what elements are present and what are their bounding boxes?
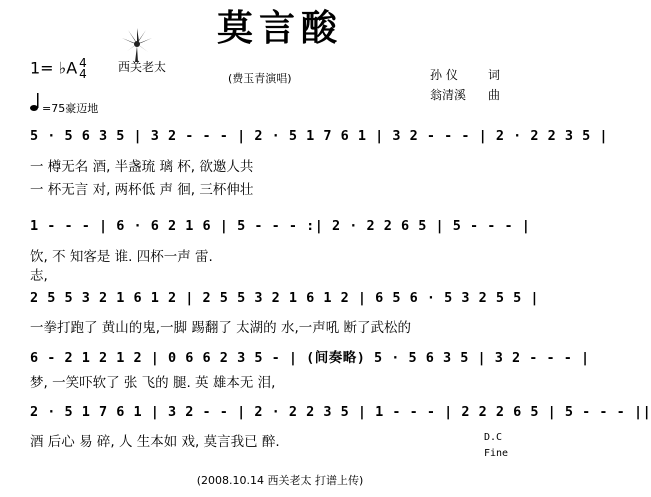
quarter-note-icon <box>30 92 40 112</box>
lyricist-role: 词 <box>488 68 501 82</box>
tempo-marking: =75豪迈地 <box>42 102 99 115</box>
notation-row-1: 5 · 5 6 3 5 | 3 2 - - - | 2 · 5 1 7 6 1 | 3 2 - - - | 2 · 2 2 3 5 | <box>30 128 609 144</box>
composer-name: 翁清溪 <box>430 88 467 102</box>
flower-logo <box>118 26 156 62</box>
lyric-line: 饮, 不 知客是 谁. 四杯一声 雷. <box>30 249 213 265</box>
notation-row-2: 1 - - - | 6 · 6 2 1 6 | 5 - - - :| 2 · 2 2 6 5 | 5 - - - | <box>30 218 531 234</box>
lyric-line: 一拳打跑了 黄山的鬼,一脚 踢翻了 太湖的 水,一声吼 断了武松的 <box>30 320 412 336</box>
notation-row-4: 6 - 2 1 2 1 2 | 0 6 6 2 3 5 - | (间奏略) 5 · 5 6 3 5 | 3 2 - - - | <box>30 350 590 366</box>
composer-role: 曲 <box>488 88 501 102</box>
brand-label: 西关老太 <box>118 60 167 74</box>
notation-row-3: 2 5 5 3 2 1 6 1 2 | 2 5 5 3 2 1 6 1 2 | 6 5 6 · 5 3 2 5 5 | <box>30 290 540 306</box>
lyric-line: 一 樽无名 酒, 半盏琉 璃 杯, 欲邀人共 <box>30 159 254 175</box>
dc-marking: D.C <box>484 432 503 443</box>
lyricist-name: 孙 仪 <box>430 68 458 82</box>
notation-row-5: 2 · 5 1 7 6 1 | 3 2 - - | 2 · 2 2 3 5 | 1 - - - | 2 2 2 6 5 | 5 - - - || <box>30 404 651 420</box>
lyric-line: 梦, 一笑吓软了 张 飞的 腿. 英 雄本无 泪, <box>30 375 276 391</box>
song-title: 莫言酸 <box>216 7 343 49</box>
fine-marking: Fine <box>484 448 509 459</box>
lyric-line: 一 杯无言 对, 两杯低 声 徊, 三杯伸壮 <box>30 182 254 198</box>
performer-label: (费玉青演唱) <box>228 72 292 85</box>
lyric-line: 酒 后心 易 碎, 人 生本如 戏, 莫言我已 醉. <box>30 434 280 450</box>
key-signature: 1= ♭A 4 4 <box>30 56 87 81</box>
lyric-line: 志, <box>30 268 48 284</box>
footer-credit: (2008.10.14 西关老太 打谱上传) <box>196 474 364 487</box>
